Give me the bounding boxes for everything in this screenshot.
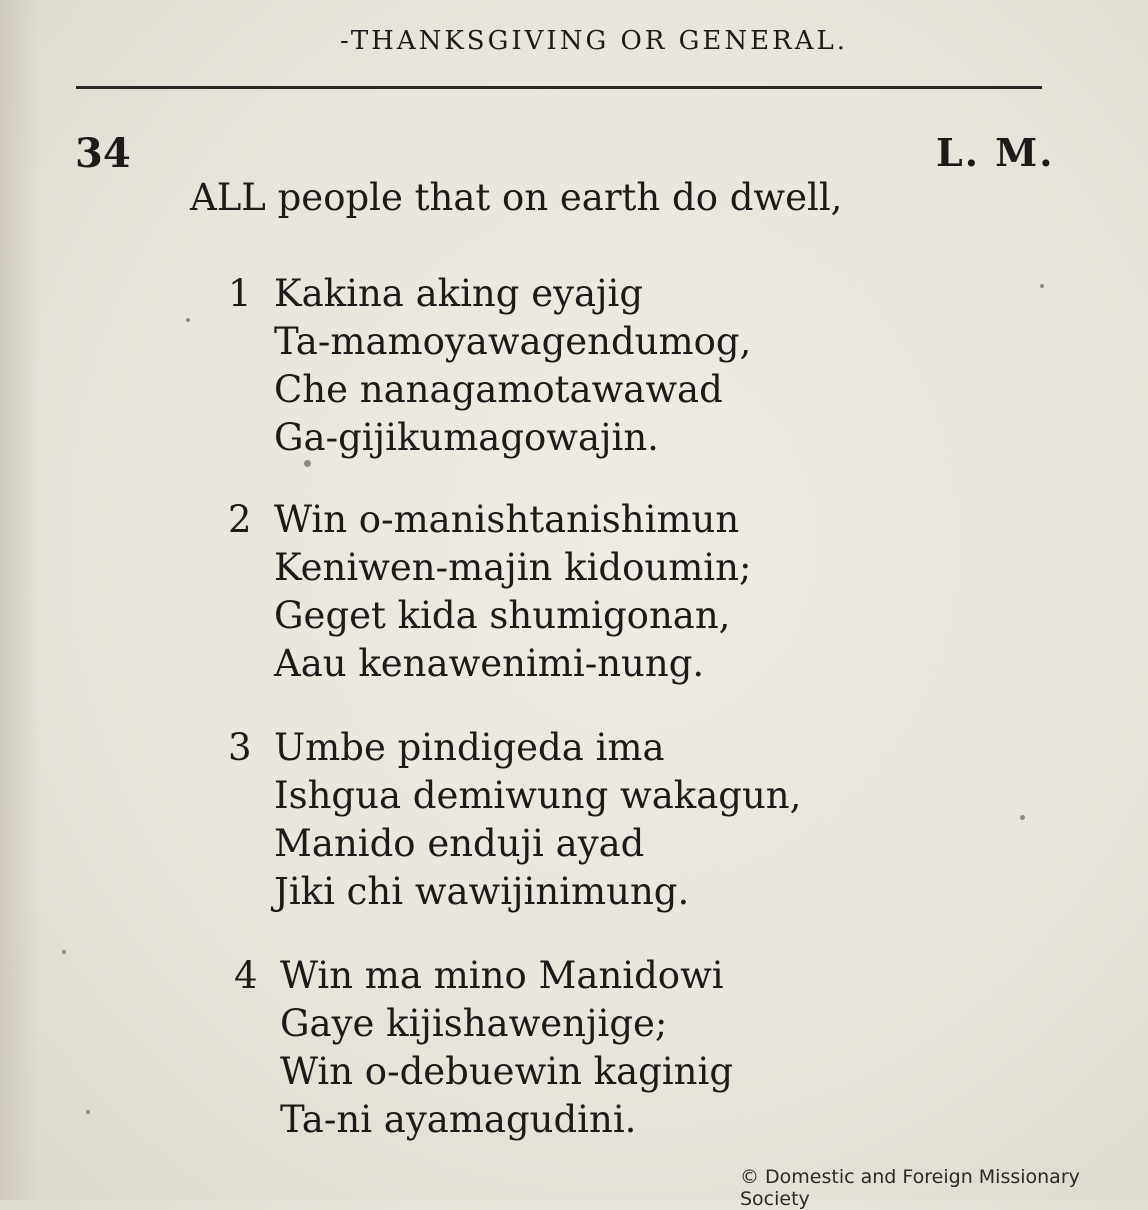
verse-4	[234, 952, 733, 1144]
page-edge-shadow	[0, 0, 40, 1200]
verse-line: Ta-mamoyawagendumog,	[274, 320, 752, 363]
verse-line: Ishgua demiwung wakagun,	[274, 774, 802, 817]
paper-speck	[1020, 815, 1025, 820]
paper-speck	[1040, 284, 1044, 288]
hymn-first-line: ALL people that on earth do dwell,	[190, 176, 843, 219]
verse-number: 4	[234, 954, 258, 997]
paper-speck	[186, 318, 190, 322]
paper-speck	[62, 950, 66, 954]
verse-number: 1	[228, 272, 252, 315]
verse-line: Ga-gijikumagowajin.	[274, 416, 659, 459]
running-header: -THANKSGIVING OR GENERAL.	[339, 26, 849, 56]
verse-line: Gaye kijishawenjige;	[280, 1002, 668, 1045]
verse-line: Ta-ni ayamagudini.	[280, 1098, 637, 1141]
verse-3	[228, 724, 801, 916]
verse-line: 3 Umbe pindigeda ima	[228, 724, 801, 772]
verse-line: Geget kida shumigonan,	[274, 594, 731, 637]
verse-line: Jiki chi wawijinimung.	[274, 870, 690, 913]
verse-1	[228, 270, 751, 462]
verse-line: 1 Kakina aking eyajig	[228, 270, 751, 318]
verse-line: Che nanagamotawawad	[274, 368, 723, 411]
paper-speck	[86, 1110, 90, 1114]
header-rule	[76, 86, 1042, 89]
verse-line: Aau kenawenimi-nung.	[274, 642, 705, 685]
verse-line: Manido enduji ayad	[274, 822, 645, 865]
verse-number: 2	[228, 498, 252, 541]
verse-line: Keniwen-majin kidoumin;	[274, 546, 752, 589]
verse-number: 3	[228, 726, 252, 769]
verse-line: 2 Win o-manishtanishimun	[228, 496, 751, 544]
verse-line: Win o-debuewin kaginig	[280, 1050, 734, 1093]
verse-line: 4 Win ma mino Manidowi	[234, 952, 733, 1000]
paper-speck	[304, 460, 311, 467]
verse-2	[228, 496, 751, 688]
hymn-number: 34	[75, 130, 131, 177]
hymn-meter: L. M.	[936, 130, 1055, 175]
copyright-notice: © Domestic and Foreign Missionary Society	[740, 1166, 1080, 1210]
